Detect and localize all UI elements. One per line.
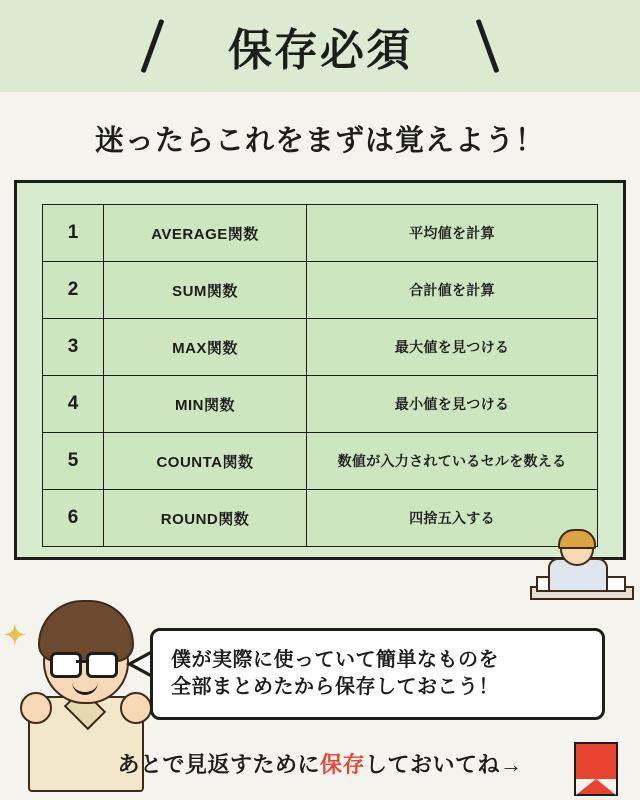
bookmark-icon[interactable] xyxy=(574,742,618,796)
table-row xyxy=(43,262,598,319)
person-at-desk-illustration xyxy=(530,532,630,608)
table-row xyxy=(43,376,598,433)
row-number: 3 xyxy=(43,319,104,376)
header xyxy=(0,0,640,92)
footer-highlight: 保存 xyxy=(319,752,365,777)
bubble-line-2: 全部まとめたから保存しておこう！ xyxy=(171,676,499,698)
footer-before: あとで見返すために xyxy=(117,752,320,777)
function-description: 合計値を計算 xyxy=(307,262,598,319)
function-name: ROUND関数 xyxy=(104,490,307,547)
fist-right-shape xyxy=(120,692,152,724)
table-row xyxy=(43,319,598,376)
sparkle-icon: ✦ xyxy=(4,620,26,650)
table-row xyxy=(43,490,598,547)
row-number: 1 xyxy=(43,205,104,262)
footer-text xyxy=(0,748,640,779)
page-title: 保存必須 xyxy=(228,26,412,75)
function-name: MIN関数 xyxy=(104,376,307,433)
function-name: SUM関数 xyxy=(104,262,307,319)
fist-left-shape xyxy=(20,692,52,724)
glasses-right-icon xyxy=(86,652,118,678)
slash-right-icon xyxy=(476,19,500,73)
function-description: 最小値を見つける xyxy=(307,376,598,433)
glasses-left-icon xyxy=(50,652,82,678)
function-table xyxy=(42,204,598,547)
hair-shape xyxy=(558,529,596,549)
function-description: 四捨五入する xyxy=(307,490,598,547)
footer-after: しておいてね→ xyxy=(365,752,523,777)
table-row xyxy=(43,205,598,262)
glasses-bridge-icon xyxy=(76,660,86,663)
table-row xyxy=(43,433,598,490)
slash-left-icon xyxy=(141,19,165,73)
row-number: 4 xyxy=(43,376,104,433)
function-name: MAX関数 xyxy=(104,319,307,376)
subtitle: 迷ったらこれをまずは覚えよう！ xyxy=(94,125,545,157)
row-number: 6 xyxy=(43,490,104,547)
function-name: AVERAGE関数 xyxy=(104,205,307,262)
bubble-line-1: 僕が実際に使っていて簡単なものを xyxy=(171,649,499,671)
row-number: 5 xyxy=(43,433,104,490)
function-description: 数値が入力されているセルを数える xyxy=(307,433,598,490)
function-description: 最大値を見つける xyxy=(307,319,598,376)
row-number: 2 xyxy=(43,262,104,319)
function-description: 平均値を計算 xyxy=(307,205,598,262)
function-name: COUNTA関数 xyxy=(104,433,307,490)
speech-bubble xyxy=(150,628,605,720)
